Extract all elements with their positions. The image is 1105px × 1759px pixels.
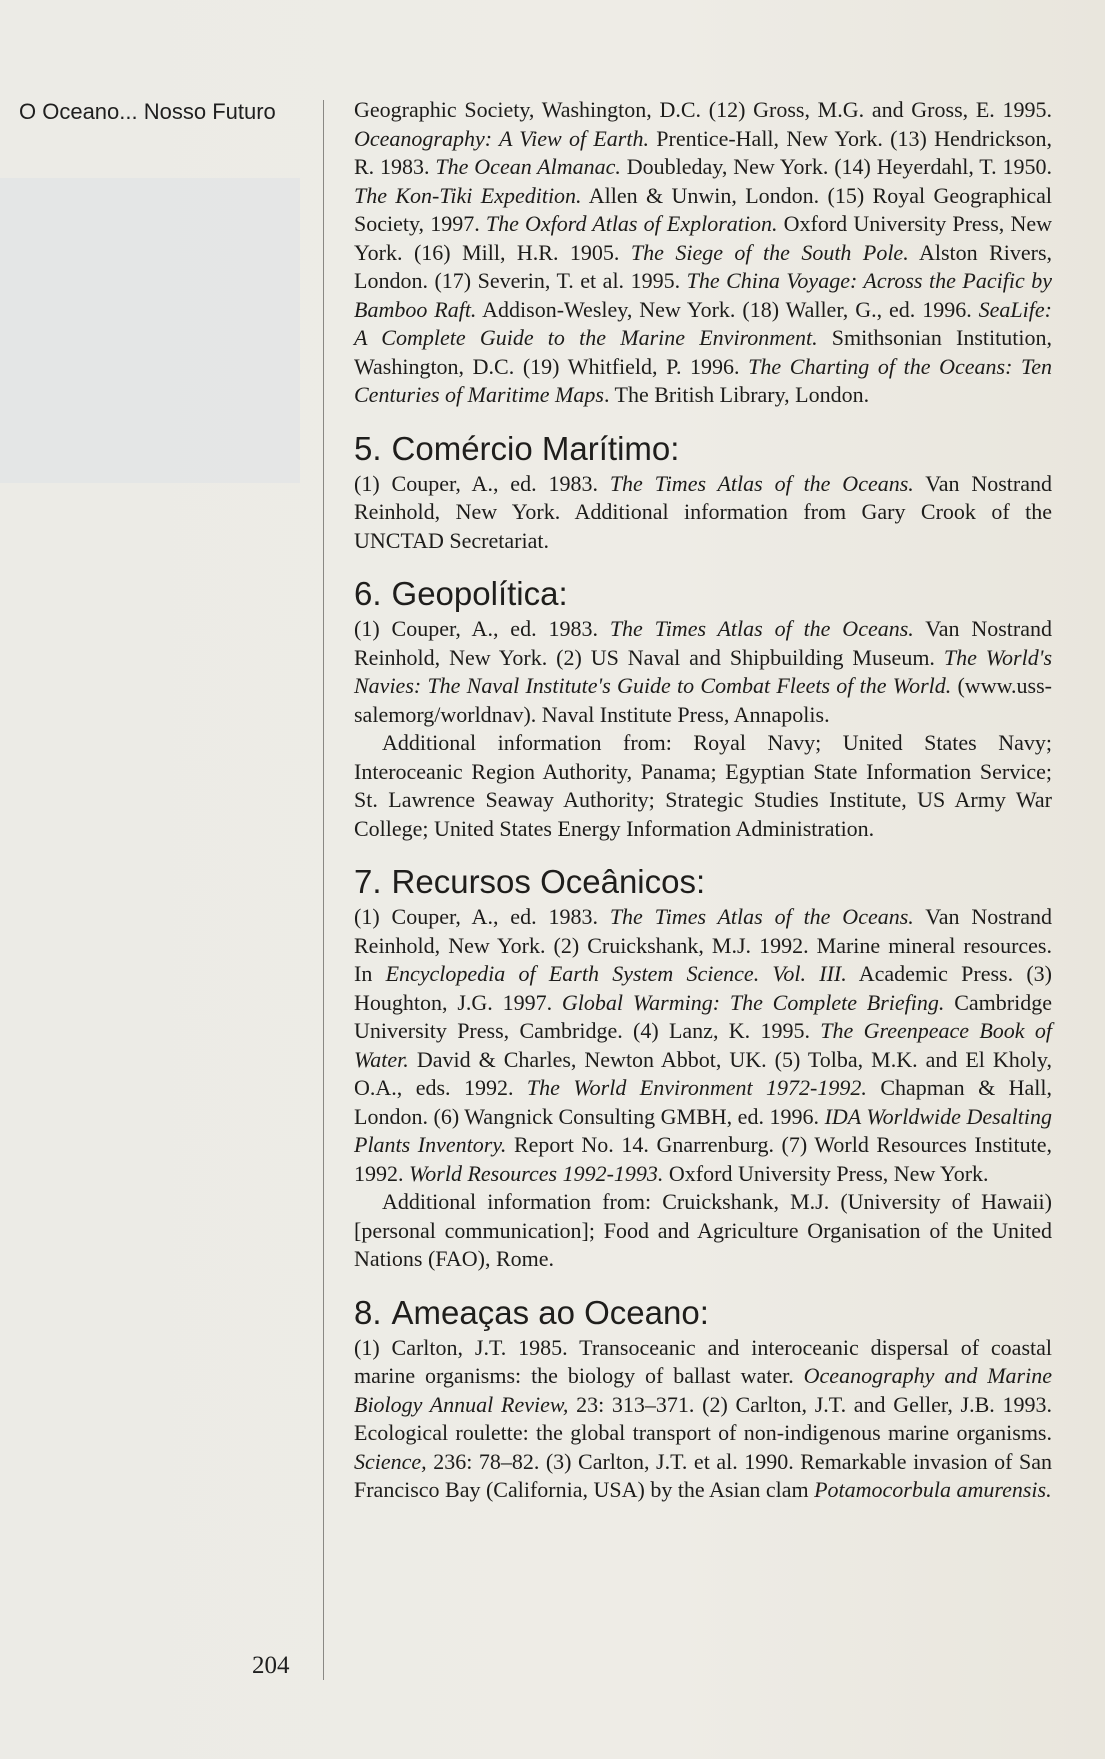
text-run: 236: 78–82. (3) Carlton, J.T. et al. 1990. Remarkable invasion of San Francisco Bay (California, USA) by the Asian clam	[354, 1448, 1052, 1502]
text-run: Cambridge University Press, Cambridge. (4) Lanz, K. 1995.	[354, 989, 1052, 1043]
italic-title-run: The Ocean Almanac.	[435, 154, 621, 179]
section-title: Recursos Oceânicos:	[391, 863, 706, 900]
text-run: Van Nostrand Reinhold, New York. (2) Cruickshank, M.J. 1992. Marine mineral resources. In	[354, 904, 1052, 986]
reference-paragraph	[354, 615, 1052, 729]
column-divider	[323, 100, 324, 1680]
section-title: Ameaças ao Oceano:	[391, 1293, 709, 1331]
text-run: Additional information from: Royal Navy; United States Navy; Interoceanic Region Authority, Panama; Egyptian State Information Service; St. Lawrence Seaway Authority; Strategic Studies Institute, US Army War College; United States Energy Information Administration.	[354, 730, 1052, 841]
italic-title-run: Science,	[354, 1448, 427, 1474]
italic-title-run: The Oxford Atlas of Exploration.	[485, 211, 778, 236]
italic-title-run: Oceanography and Marine Biology Annual Review,	[354, 1363, 1052, 1417]
section-number: 8.	[354, 1293, 382, 1331]
text-run: Oxford University Press, New York. (16) Mill, H.R. 1905.	[354, 211, 1052, 265]
section-heading-6	[354, 575, 1052, 613]
italic-title-run: Potamocorbula amurensis.	[814, 1477, 1052, 1502]
section-number: 6.	[354, 575, 382, 612]
text-run: Van Nostrand Reinhold, New York. Additional information from Gary Crook of the UNCTAD Secretariat.	[354, 470, 1052, 553]
text-run: Doubleday, New York. (14) Heyerdahl, T. 1950.	[620, 154, 1052, 179]
italic-title-run: Global Warming: The Complete Briefing.	[561, 989, 945, 1015]
text-run: Smithsonian Institution, Washington, D.C. (19) Whitfield, P. 1996.	[354, 325, 1052, 379]
italic-title-run: Encyclopedia of Earth System Science. Vol. III.	[385, 961, 847, 986]
text-run: Chapman & Hall, London. (6) Wangnick Consulting GMBH, ed. 1996.	[354, 1075, 1052, 1129]
reference-paragraph	[354, 1334, 1052, 1505]
section-heading-7	[354, 863, 1052, 901]
reference-paragraph	[354, 96, 1052, 410]
section-number: 7.	[354, 863, 382, 900]
italic-title-run: The Charting of the Oceans: Ten Centuries of Maritime Maps	[354, 353, 1052, 407]
italic-title-run: The World's Navies: The Naval Institute's Guide to Combat Fleets of the World.	[354, 644, 1053, 698]
text-run: Prentice-Hall, New York. (13) Hendrickson, R. 1983.	[354, 125, 1053, 179]
text-run: Van Nostrand Reinhold, New York. (2) US Naval and Shipbuilding Museum.	[354, 616, 1052, 670]
additional-info-paragraph	[354, 1188, 1052, 1274]
text-run: David & Charles, Newton Abbot, UK. (5) Tolba, M.K. and El Kholy, O.A., eds. 1992.	[354, 1046, 1052, 1100]
italic-title-run: The China Voyage: Across the Pacific by Bamboo Raft.	[354, 268, 1052, 322]
text-run: Geographic Society, Washington, D.C. (12) Gross, M.G. and Gross, E. 1995.	[354, 97, 1052, 122]
italic-title-run: Oceanography: A View of Earth.	[354, 125, 649, 151]
italic-title-run: SeaLife: A Complete Guide to the Marine Environment.	[354, 296, 1052, 350]
reference-paragraph	[354, 470, 1052, 556]
text-run: Academic Press. (3) Houghton, J.G. 1997.	[354, 961, 1052, 1015]
reference-paragraph	[354, 903, 1052, 1188]
text-run: (1) Couper, A., ed. 1983.	[354, 470, 610, 496]
italic-title-run: The Kon-Tiki Expedition.	[354, 182, 582, 208]
text-run: Additional information from: Cruickshank, M.J. (University of Hawaii) [personal communication]; Food and Agriculture Organisation of the United Nations (FAO), Rome.	[354, 1189, 1052, 1271]
text-run: Alston Rivers, London. (17) Severin, T. et al. 1995.	[354, 239, 1053, 293]
text-run: (1) Couper, A., ed. 1983.	[354, 904, 610, 929]
italic-title-run: The Times Atlas of the Oceans.	[609, 616, 914, 641]
page-number: 204	[252, 1652, 290, 1679]
text-run: Addison-Wesley, New York. (18) Waller, G., ed. 1996.	[476, 296, 979, 322]
text-run: Allen & Unwin, London. (15) Royal Geographical Society, 1997.	[354, 182, 1052, 236]
text-run: (www.uss-salemorg/worldnav). Naval Institute Press, Annapolis.	[354, 673, 1052, 727]
section-heading-8	[354, 1294, 1052, 1332]
references-column	[354, 96, 1052, 1505]
italic-title-run: The Greenpeace Book of Water.	[354, 1018, 1052, 1072]
bleed-through-panel	[0, 178, 300, 483]
italic-title-run: World Resources 1992-1993.	[409, 1160, 664, 1186]
section-title: Comércio Marítimo:	[391, 429, 680, 467]
section-title: Geopolítica:	[391, 575, 568, 612]
text-run: Report No. 14. Gnarrenburg. (7) World Resources Institute, 1992.	[354, 1132, 1052, 1186]
text-run: (1) Couper, A., ed. 1983.	[354, 616, 610, 641]
italic-title-run: The Times Atlas of the Oceans.	[609, 470, 914, 496]
additional-info-paragraph	[354, 729, 1052, 843]
italic-title-run: The Siege of the South Pole.	[630, 239, 909, 265]
italic-title-run: IDA Worldwide Desalting Plants Inventory.	[354, 1103, 1053, 1157]
section-heading-5	[354, 430, 1052, 468]
text-run: Oxford University Press, New York.	[663, 1160, 989, 1186]
text-run: . The British Library, London.	[603, 382, 870, 407]
italic-title-run: The World Environment 1972-1992.	[526, 1075, 867, 1100]
text-run: 23: 313–371. (2) Carlton, J.T. and Geller, J.B. 1993. Ecological roulette: the global transport of non-indigenous marine organisms.	[354, 1391, 1052, 1445]
section-number: 5.	[354, 429, 382, 467]
italic-title-run: The Times Atlas of the Oceans.	[609, 904, 914, 929]
text-run: (1) Carlton, J.T. 1985. Transoceanic and interoceanic dispersal of coastal marine organisms: the biology of ballast water.	[354, 1334, 1052, 1388]
running-title: O Oceano... Nosso Futuro	[19, 99, 276, 124]
